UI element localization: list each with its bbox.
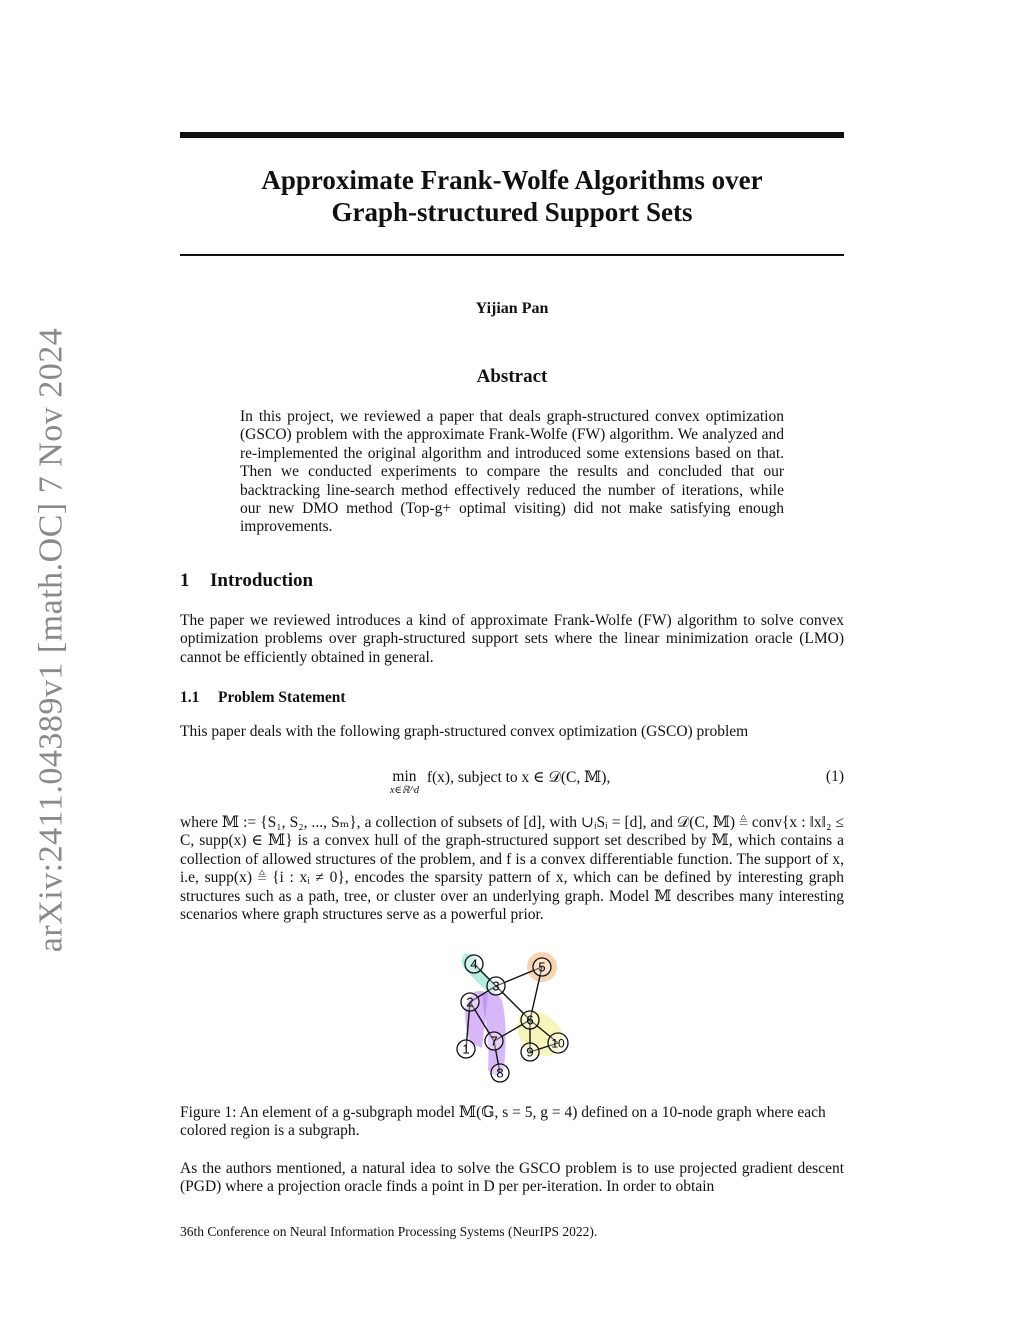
equation-1 [180, 766, 844, 796]
title-top-rule [180, 132, 844, 138]
equation-expression [390, 768, 610, 796]
graph-node-7 [485, 1032, 503, 1050]
svg-text:9: 9 [526, 1044, 534, 1060]
title-line-2: Graph-structured Support Sets [331, 197, 693, 227]
svg-text:6: 6 [526, 1012, 534, 1028]
graph-node-6 [521, 1011, 539, 1029]
paper-title [180, 164, 844, 228]
graph-node-9 [521, 1043, 539, 1061]
min-subscript: x∈ℝ^d [390, 785, 419, 796]
definition-paragraph: where 𝕄 := {S₁, S₂, ..., Sₘ}, a collection of subsets of [d], with ∪ᵢSᵢ = [d], and 𝒟(C, 𝕄) ≜ conv{x : ‖x‖₂ ≤ C, supp(x) ∈ 𝕄} is a convex hull of the graph-structured support set described by 𝕄, which contains a collection of allowed structures of the problem, and f is a convex differentiable function. The support of x, i.e, supp(x) ≜ {i : xᵢ ≠ 0}, encodes the sparsity pattern of x, which can be defined by interesting graph structures such as a path, tree, or cluster over an underlying graph. Model 𝕄 describes many interesting scenarios where graph structures serve as a powerful prior. [180, 814, 844, 924]
author-name: Yijian Pan [475, 300, 549, 317]
subsection-number: 1.1 [180, 689, 200, 706]
closing-paragraph: As the authors mentioned, a natural idea to solve the GSCO problem is to use projected gradient descent (PGD) where a projection oracle finds a point in D per per-iteration. In order to obtain [180, 1160, 844, 1196]
svg-text:7: 7 [490, 1033, 498, 1049]
svg-text:4: 4 [470, 956, 478, 972]
min-operator: min x∈ℝ^d [390, 768, 419, 796]
svg-text:1: 1 [462, 1041, 470, 1057]
conference-footnote: 36th Conference on Neural Information Processing Systems (NeurIPS 2022). [180, 1224, 598, 1239]
figure-1-caption: Figure 1: An element of a g-subgraph model 𝕄(𝔾, s = 5, g = 4) defined on a 10-node graph where each colored region is a subgraph. [180, 1104, 826, 1140]
graph-node-8 [491, 1064, 509, 1082]
svg-text:5: 5 [538, 959, 546, 975]
section-1-heading [180, 570, 313, 592]
graph-node-4 [465, 955, 483, 973]
figure-1-graph [450, 948, 580, 1088]
graph-node-2 [461, 993, 479, 1011]
svg-text:10: 10 [551, 1036, 565, 1051]
graph-node-1 [457, 1040, 475, 1058]
graph-node-3 [487, 977, 505, 995]
abstract-heading: Abstract [476, 366, 548, 387]
equation-number: (1) [825, 768, 844, 785]
equation-objective: f(x), subject to x ∈ 𝒟(C, 𝕄), [426, 769, 611, 786]
subsection-1-1-heading [180, 689, 346, 707]
title-bottom-rule [180, 254, 844, 256]
subsection-title: Problem Statement [218, 689, 346, 706]
graph-node-5 [533, 958, 551, 976]
svg-text:2: 2 [466, 994, 474, 1010]
arxiv-identifier: arXiv:2411.04389v1 [math.OC] 7 Nov 2024 [32, 327, 70, 953]
abstract-text: In this project, we reviewed a paper that deals graph-structured convex optimization (GSCO) problem with the approximate Frank-Wolfe (FW) algorithm. We analyzed and re-implemented the original algorithm and introduced some extensions based on that. Then we conducted experiments to compare the results and concluded that our backtracking line-search method effectively reduced the number of iterations, while our new DMO method (Top-g+ optimal visiting) did not make satisfying enough improvements. [240, 408, 784, 536]
graph-node-10 [548, 1033, 568, 1053]
problem-intro: This paper deals with the following graph-structured convex optimization (GSCO) problem [180, 723, 749, 740]
section-title: Introduction [210, 570, 314, 591]
introduction-paragraph: The paper we reviewed introduces a kind of approximate Frank-Wolfe (FW) algorithm to solve convex optimization problems over graph-structured support sets where the linear minimization oracle (LMO) cannot be efficiently obtained in general. [180, 612, 844, 666]
arxiv-side-stamp [20, 327, 82, 953]
svg-text:8: 8 [496, 1065, 504, 1081]
svg-text:3: 3 [492, 978, 500, 994]
section-number: 1 [180, 570, 190, 591]
title-line-1: Approximate Frank-Wolfe Algorithms over [261, 165, 763, 195]
